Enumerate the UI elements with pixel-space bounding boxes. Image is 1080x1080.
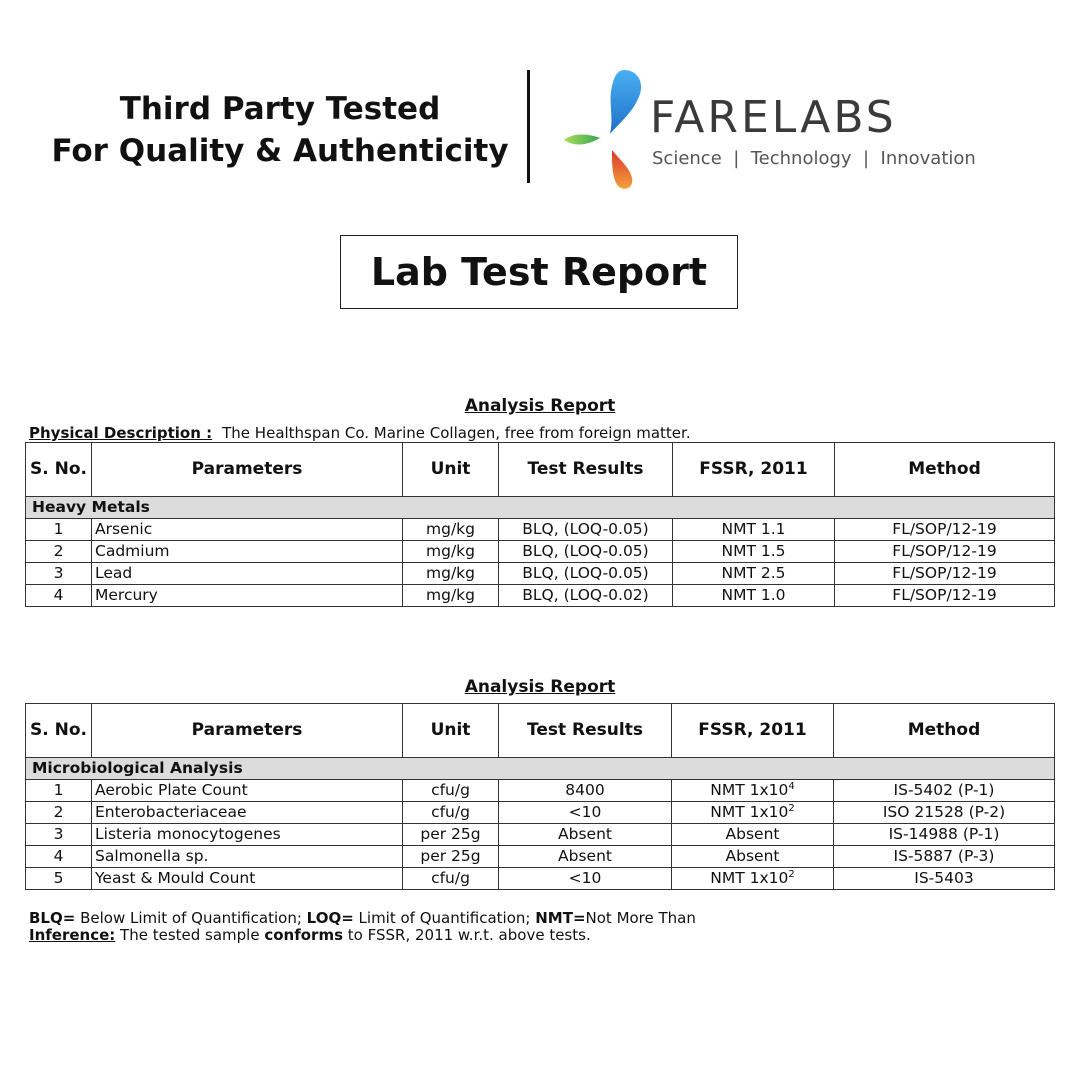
inference-line — [29, 927, 696, 944]
group-microbiological: Microbiological Analysis — [26, 758, 1055, 780]
header-parameters: Parameters — [92, 443, 403, 497]
table-header-row — [26, 443, 1055, 497]
cell-result: BLQ, (LOQ-0.05) — [499, 519, 673, 541]
cell-fssr: NMT 1.0 — [673, 585, 835, 607]
cell-parameter: Enterobacteriaceae — [92, 802, 403, 824]
header-sno: S. No. — [26, 443, 92, 497]
cell-result: BLQ, (LOQ-0.05) — [499, 563, 673, 585]
loq-text: Limit of Quantification; — [353, 909, 536, 927]
header-fssr: FSSR, 2011 — [673, 443, 835, 497]
cell-unit: cfu/g — [403, 868, 499, 890]
cell-fssr — [672, 868, 834, 890]
tagline-line2: For Quality & Authenticity — [51, 133, 509, 169]
cell-method: IS-14988 (P-1) — [834, 824, 1055, 846]
cell-parameter: Mercury — [92, 585, 403, 607]
nmt-text: Not More Than — [585, 909, 696, 927]
header-unit: Unit — [403, 443, 499, 497]
cell-method: IS-5402 (P-1) — [834, 780, 1055, 802]
cell-parameter: Yeast & Mould Count — [92, 868, 403, 890]
cell-parameter: Aerobic Plate Count — [92, 780, 403, 802]
cell-sno: 2 — [26, 541, 92, 563]
cell-method: IS-5887 (P-3) — [834, 846, 1055, 868]
table-row — [26, 585, 1055, 607]
cell-fssr: NMT 1.1 — [673, 519, 835, 541]
fssr-exponent: 2 — [788, 802, 795, 814]
table-row — [26, 780, 1055, 802]
inference-pre: The tested sample — [115, 926, 265, 944]
cell-parameter: Listeria monocytogenes — [92, 824, 403, 846]
header-test-results: Test Results — [499, 443, 673, 497]
cell-unit: per 25g — [403, 824, 499, 846]
cell-parameter: Cadmium — [92, 541, 403, 563]
fssr-exponent: 4 — [788, 780, 795, 792]
cell-sno: 2 — [26, 802, 92, 824]
cell-sno: 4 — [26, 585, 92, 607]
cell-unit: mg/kg — [403, 541, 499, 563]
cell-result: Absent — [499, 824, 672, 846]
cell-sno: 4 — [26, 846, 92, 868]
abbreviations-line — [29, 910, 696, 927]
cell-unit: per 25g — [403, 846, 499, 868]
table-row — [26, 541, 1055, 563]
cell-fssr: NMT 2.5 — [673, 563, 835, 585]
cell-unit: mg/kg — [403, 563, 499, 585]
tagline-line1: Third Party Tested — [119, 91, 441, 127]
header-divider — [527, 70, 530, 183]
report-title: Lab Test Report — [340, 235, 738, 309]
brand-subtitle: Science | Technology | Innovation — [652, 148, 976, 169]
header-unit: Unit — [403, 704, 499, 758]
cell-method: ISO 21528 (P-2) — [834, 802, 1055, 824]
cell-fssr — [672, 824, 834, 846]
cell-unit: mg/kg — [403, 519, 499, 541]
cell-unit: cfu/g — [403, 780, 499, 802]
cell-parameter: Arsenic — [92, 519, 403, 541]
table-row — [26, 519, 1055, 541]
table-row — [26, 824, 1055, 846]
cell-unit: mg/kg — [403, 585, 499, 607]
farelabs-logo-icon — [560, 68, 650, 193]
cell-result: Absent — [499, 846, 672, 868]
table-row — [26, 846, 1055, 868]
cell-sno: 3 — [26, 563, 92, 585]
cell-fssr — [672, 802, 834, 824]
cell-sno: 1 — [26, 780, 92, 802]
fssr-base: NMT 1x10 — [710, 869, 789, 887]
cell-result: 8400 — [499, 780, 672, 802]
fssr-base: Absent — [725, 825, 780, 843]
cell-result: BLQ, (LOQ-0.02) — [499, 585, 673, 607]
table-row — [26, 802, 1055, 824]
blq-label: BLQ= — [29, 909, 76, 927]
table-row — [26, 868, 1055, 890]
physical-description — [29, 424, 691, 442]
table-header-row — [26, 704, 1055, 758]
inference-bold: conforms — [264, 926, 344, 944]
cell-sno: 3 — [26, 824, 92, 846]
heavy-metals-table — [25, 442, 1055, 607]
group-row — [26, 758, 1055, 780]
brand-name: FARELABS — [650, 92, 897, 143]
fssr-base: NMT 1x10 — [710, 803, 789, 821]
header-test-results: Test Results — [499, 704, 672, 758]
cell-fssr — [672, 780, 834, 802]
cell-fssr — [672, 846, 834, 868]
cell-sno: 5 — [26, 868, 92, 890]
header-fssr: FSSR, 2011 — [672, 704, 834, 758]
microbiological-table — [25, 703, 1055, 890]
nmt-label: NMT= — [535, 909, 586, 927]
cell-result: <10 — [499, 802, 672, 824]
inference-label: Inference: — [29, 926, 116, 944]
cell-result: <10 — [499, 868, 672, 890]
cell-method: FL/SOP/12-19 — [835, 585, 1055, 607]
cell-method: FL/SOP/12-19 — [835, 541, 1055, 563]
cell-parameter: Lead — [92, 563, 403, 585]
group-heavy-metals: Heavy Metals — [26, 497, 1055, 519]
section2-title: Analysis Report — [464, 677, 616, 697]
header-method: Method — [835, 443, 1055, 497]
fssr-base: NMT 1x10 — [710, 781, 789, 799]
blq-text: Below Limit of Quantification; — [75, 909, 307, 927]
cell-sno: 1 — [26, 519, 92, 541]
header-sno: S. No. — [26, 704, 92, 758]
cell-fssr: NMT 1.5 — [673, 541, 835, 563]
group-row — [26, 497, 1055, 519]
loq-label: LOQ= — [306, 909, 354, 927]
fssr-base: Absent — [725, 847, 780, 865]
table-row — [26, 563, 1055, 585]
cell-result: BLQ, (LOQ-0.05) — [499, 541, 673, 563]
physical-description-text: The Healthspan Co. Marine Collagen, free from foreign matter. — [222, 424, 691, 442]
cell-unit: cfu/g — [403, 802, 499, 824]
cell-method: IS-5403 — [834, 868, 1055, 890]
cell-parameter: Salmonella sp. — [92, 846, 403, 868]
physical-description-label: Physical Description : — [29, 424, 213, 442]
header-method: Method — [834, 704, 1055, 758]
section1-title: Analysis Report — [464, 396, 616, 416]
cell-method: FL/SOP/12-19 — [835, 519, 1055, 541]
footnote — [29, 910, 696, 944]
header-parameters: Parameters — [92, 704, 403, 758]
inference-post: to FSSR, 2011 w.r.t. above tests. — [343, 926, 591, 944]
fssr-exponent: 2 — [788, 868, 795, 880]
tagline — [40, 88, 520, 172]
cell-method: FL/SOP/12-19 — [835, 563, 1055, 585]
